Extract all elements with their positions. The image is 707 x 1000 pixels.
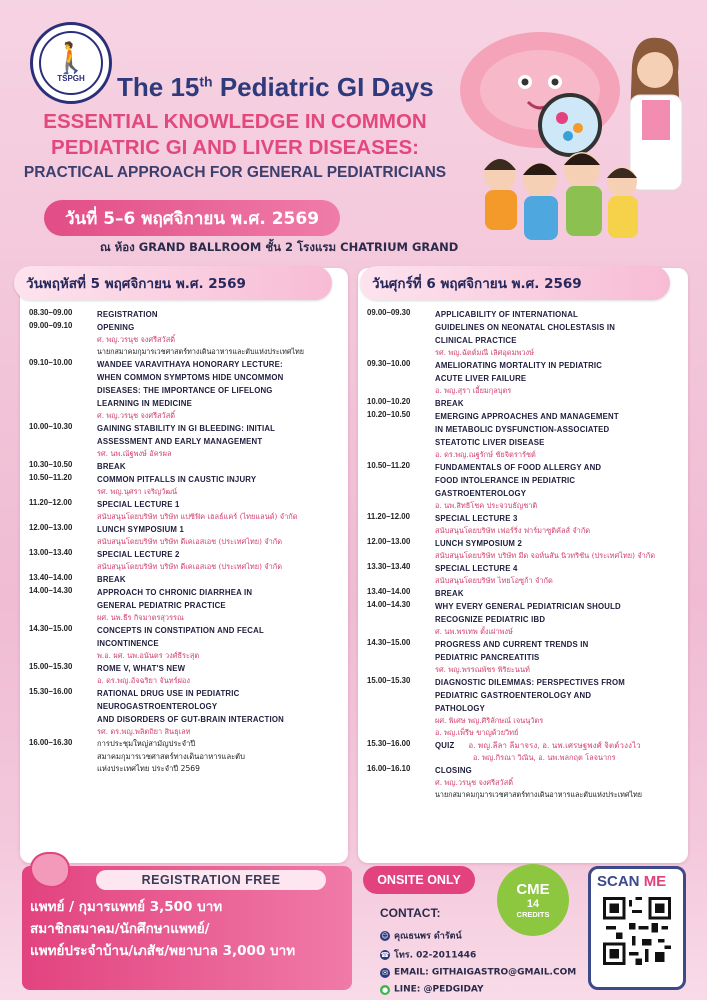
stomach-mascot-icon: [30, 852, 70, 888]
session-title: DIAGNOSTIC DILEMMAS: PERSPECTIVES FROM: [435, 678, 625, 687]
session-speaker: รศ. พญ.ฉัตต์มณี เลิศอุดมพวงษ์: [435, 348, 534, 357]
session-row: [29, 460, 342, 473]
quiz-speakers-2: อ. พญ.กิรณา วิณิน, อ. นพ.พลกฤต โลจนากร: [473, 753, 616, 762]
session-title: ACUTE LIVER FAILURE: [435, 374, 527, 383]
session-title: PATHOLOGY: [435, 704, 486, 713]
session-title: CLOSING: [435, 766, 472, 775]
session-speaker: สนับสนุนโดยบริษัท บริษัท ดีเคเอสเอช (ประเทศไทย) จำกัด: [97, 562, 283, 571]
session-row: [29, 548, 342, 573]
session-speaker: ศ. นพ.พรเทพ ตั้งเผ่าพงษ์: [435, 627, 513, 636]
session-row: [29, 422, 342, 460]
session-title: PROGRESS AND CURRENT TRENDS IN: [435, 640, 589, 649]
session-title: APPLICABILITY OF INTERNATIONAL: [435, 310, 579, 319]
session-time: 10.50–11.20: [29, 473, 72, 482]
session-title: SPECIAL LECTURE 3: [435, 514, 518, 523]
quiz-speakers-1: อ. พญ.ลีลา ลีมาจรง, อ. นพ.เศรษฐพงศ์ จิตต์วงงไว: [468, 741, 641, 750]
session-title: FOOD INTOLERANCE IN PEDIATRIC: [435, 476, 576, 485]
session-title: EMERGING APPROACHES AND MANAGEMENT: [435, 412, 619, 421]
session-row: [367, 512, 682, 537]
session-title-thai: การประชุมใหญ่สามัญประจำปี: [97, 739, 196, 748]
session-speaker: สนับสนุนโดยบริษัท บริษัท แปซิฟิค เฮลธ์แคร์ (ไทยแลนด์) จำกัด: [97, 512, 298, 521]
session-time: 09.00–09.30: [367, 308, 411, 317]
session-title: CLINICAL PRACTICE: [435, 336, 517, 345]
session-speaker: ผศ. พิเศษ พญ.ศิริลักษณ์ เจนนุวัตร: [435, 716, 544, 725]
session-row: [367, 308, 682, 359]
event-title: The 15th Pediatric GI Days: [117, 72, 434, 102]
contact-line: LINE: @PEDGIDAY: [394, 984, 484, 995]
day2-session-list: [367, 308, 682, 801]
session-time: 10.20–10.50: [367, 410, 411, 419]
session-title: AND DISORDERS OF GUT-BRAIN INTERACTION: [97, 715, 284, 724]
session-row: [29, 586, 342, 624]
session-title: COMMON PITFALLS IN CAUSTIC INJURY: [97, 475, 257, 484]
session-title: PEDIATRIC PANCREATITIS: [435, 653, 540, 662]
day1-session-list: [29, 308, 342, 776]
session-row: [29, 473, 342, 498]
contact-name: คุณธนพร ดำรัตน์: [394, 931, 462, 942]
contact-heading: CONTACT:: [380, 906, 441, 920]
session-title: ASSESSMENT AND EARLY MANAGEMENT: [97, 437, 263, 446]
contact-email: EMAIL: GITHAIGASTRO@GMAIL.COM: [394, 967, 577, 978]
session-title: FUNDAMENTALS OF FOOD ALLERGY AND: [435, 463, 602, 472]
contact-phone-row: [380, 944, 476, 963]
session-time: 15.00–15.30: [29, 662, 73, 671]
day1-schedule: [20, 268, 348, 863]
session-row: [29, 498, 342, 523]
session-speaker: ศ. พญ.วรนุช จงศรีสวัสดิ์: [435, 778, 514, 787]
session-title: APPROACH TO CHRONIC DIARRHEA IN: [97, 588, 253, 597]
session-time: 10.00–10.30: [29, 422, 73, 431]
day2-heading: วันศุกร์ที่ 6 พฤศจิกายน พ.ศ. 2569: [360, 266, 670, 300]
subtitle-line-1: ESSENTIAL KNOWLEDGE IN COMMON: [43, 110, 427, 133]
event-venue: ณ ห้อง GRAND BALLROOM ชั้น 2 โรงแรม CHATRIUM GRAND: [100, 240, 459, 254]
session-title: DISEASES: THE IMPORTANCE OF LIFELONG: [97, 386, 273, 395]
session-time: 14.00–14.30: [29, 586, 73, 595]
session-time: 09.10–10.00: [29, 358, 73, 367]
session-title: LUNCH SYMPOSIUM 2: [435, 539, 523, 548]
session-row: [367, 461, 682, 512]
subtitle-line-3: PRACTICAL APPROACH FOR GENERAL PEDIATRICIANS: [23, 164, 447, 181]
session-row: [29, 738, 342, 776]
session-row: [367, 410, 682, 461]
phone-icon: ☎: [380, 950, 390, 959]
session-row: [367, 359, 682, 397]
session-title-thai: สมาคมกุมารเวชศาสตร์ทางเดินอาหารและตับ: [97, 751, 245, 761]
session-row: [29, 523, 342, 548]
session-speaker: ผศ. นพ.ธีร กิจมาตรสุวรรณ: [97, 613, 184, 622]
session-row: [29, 321, 342, 358]
person-icon: ☺: [381, 931, 389, 940]
day1-heading: วันพฤหัสที่ 5 พฤศจิกายน พ.ศ. 2569: [14, 266, 332, 300]
session-title: IN METABOLIC DYSFUNCTION-ASSOCIATED: [435, 425, 610, 434]
cme-value: 14: [526, 898, 540, 910]
session-time: 14.00–14.30: [367, 600, 411, 609]
session-title: ROME V, WHAT'S NEW: [97, 664, 186, 673]
session-note: นายกสมาคมกุมารเวชศาสตร์ทางเดินอาหารและตับแห่งประเทศไทย: [97, 347, 305, 356]
session-speaker: รศ. พญ.พรรณพัชร พิริยะนนท์: [435, 665, 530, 674]
session-speaker: พ.อ. ผศ. นพ.อนันตร วงศ์ธีระสุต: [97, 651, 200, 660]
session-time: 13.30–13.40: [367, 562, 411, 571]
session-time: 12.00–13.00: [367, 537, 411, 546]
session-row: [29, 308, 342, 321]
session-title: NEUROGASTROENTEROLOGY: [97, 702, 218, 711]
session-title: STEATOTIC LIVER DISEASE: [435, 438, 545, 447]
doctor-children-illustration: [430, 10, 702, 260]
line-app-icon: ●: [381, 985, 389, 994]
session-time: 13.00–13.40: [29, 548, 73, 557]
session-time: 14.30–15.00: [367, 638, 411, 647]
fee-line-2: สมาชิกสมาคม/นักศึกษาแพทย์/: [30, 921, 210, 937]
session-time: 11.20–12.00: [367, 512, 410, 521]
session-time: 13.40–14.00: [367, 587, 411, 596]
session-time: 16.00–16.30: [29, 738, 73, 747]
session-time: 11.20–12.00: [29, 498, 72, 507]
session-title: BREAK: [435, 399, 464, 408]
session-title: PEDIATRIC GASTROENTEROLOGY AND: [435, 691, 592, 700]
session-title: LUNCH SYMPOSIUM 1: [97, 525, 185, 534]
session-title: REGISTRATION: [97, 310, 158, 319]
session-time: 15.30–16.00: [29, 687, 73, 696]
session-row: [367, 739, 682, 764]
day2-schedule: [358, 268, 688, 863]
event-date: วันที่ 5–6 พฤศจิกายน พ.ศ. 2569: [44, 200, 340, 236]
child-figure-icon: 🚶: [52, 40, 90, 76]
session-title: SPECIAL LECTURE 2: [97, 550, 180, 559]
session-speaker: สนับสนุนโดยบริษัท เฟอร์ริ่ง ฟาร์มาซูติคัลส์ จำกัด: [435, 526, 591, 535]
session-title: INCONTINENCE: [97, 639, 159, 648]
session-title: AMELIORATING MORTALITY IN PEDIATRIC: [435, 361, 603, 370]
contact-phone: โทร. 02-2011446: [394, 950, 477, 961]
session-title: WHY EVERY GENERAL PEDIATRICIAN SHOULD: [435, 602, 621, 611]
session-row: [367, 764, 682, 801]
session-title: LEARNING IN MEDICINE: [97, 399, 192, 408]
session-note: นายกสมาคมกุมารเวชศาสตร์ทางเดินอาหารและตับแห่งประเทศไทย: [435, 790, 643, 799]
session-row: [29, 662, 342, 687]
session-speaker: อ. พญ.เพ็รีษ ขาญด้วยวิทย์: [435, 728, 519, 737]
session-speaker: สนับสนุนโดยบริษัท ไทยโอซูก้า จำกัด: [435, 576, 553, 585]
session-time: 08.30–09.00: [29, 308, 73, 317]
session-title: CONCEPTS IN CONSTIPATION AND FECAL: [97, 626, 264, 635]
session-title: RATIONAL DRUG USE IN PEDIATRIC: [97, 689, 240, 698]
session-time: 15.30–16.00: [367, 739, 411, 748]
session-speaker: ศ. พญ.วรนุช จงศรีสวัสดิ์: [97, 411, 176, 420]
session-title: GENERAL PEDIATRIC PRACTICE: [97, 601, 226, 610]
session-title: BREAK: [435, 589, 464, 598]
contact-name-row: [380, 925, 462, 944]
registration-heading: REGISTRATION FREE: [96, 870, 326, 890]
scan-qr-panel[interactable]: [588, 866, 686, 990]
logo-abbr: TSPGH: [57, 73, 85, 83]
session-title: SPECIAL LECTURE 1: [97, 500, 180, 509]
session-speaker: รศ. ดร.พญ.พลิตถิยา สินธุเลท: [97, 727, 191, 736]
session-time: 13.40–14.00: [29, 573, 73, 582]
society-logo: [30, 22, 112, 104]
session-row: [367, 562, 682, 587]
session-time: 12.00–13.00: [29, 523, 73, 532]
session-row: [367, 397, 682, 410]
fee-line-3: แพทย์ประจำบ้าน/เภสัช/พยาบาล 3,000 บาท: [30, 943, 296, 959]
session-row: [29, 687, 342, 738]
session-time: 14.30–15.00: [29, 624, 73, 633]
cme-badge: [497, 864, 569, 936]
session-title: BREAK: [97, 462, 126, 471]
session-title: BREAK: [97, 575, 126, 584]
cme-label: CME: [516, 881, 550, 898]
session-speaker: ศ. พญ.วรนุช จงศรีสวัสดิ์: [97, 335, 176, 344]
session-speaker: สนับสนุนโดยบริษัท บริษัท มีด จอห์นสัน นิวทริชัน (ประเทศไทย) จำกัด: [435, 551, 656, 560]
session-title-thai: แห่งประเทศไทย ประจำปี 2569: [97, 764, 200, 773]
quiz-label: QUIZ: [435, 741, 455, 750]
session-row: [367, 676, 682, 739]
registration-fees: [30, 896, 295, 962]
session-row: [367, 537, 682, 562]
session-title: RECOGNIZE PEDIATRIC IBD: [435, 615, 546, 624]
session-title: SPECIAL LECTURE 4: [435, 564, 518, 573]
session-row: [29, 358, 342, 422]
session-time: 09.30–10.00: [367, 359, 411, 368]
fee-line-1: แพทย์ / กุมารแพทย์ 3,500 บาท: [30, 899, 223, 915]
session-speaker: อ. ดร.พญ.ณฐรักษ์ ชัยจิตรารัชต์: [435, 450, 536, 459]
session-row: [367, 638, 682, 676]
contact-line-row: [380, 979, 484, 998]
session-title: GUIDELINES ON NEONATAL CHOLESTASIS IN: [435, 323, 616, 332]
email-icon: ✉: [380, 968, 390, 978]
subtitle-line-2: PEDIATRIC GI AND LIVER DISEASES:: [51, 136, 419, 159]
session-row: [29, 573, 342, 586]
session-title: WHEN COMMON SYMPTOMS HIDE UNCOMMON: [97, 373, 284, 382]
session-speaker: รศ. พญ.นุศรา เจริญวัฒน์: [97, 487, 178, 496]
onsite-only-badge: ONSITE ONLY: [363, 866, 475, 894]
session-row: [367, 600, 682, 638]
session-title: OPENING: [97, 323, 135, 332]
session-time: 10.30–10.50: [29, 460, 73, 469]
session-title: WANDEE VARAVITHAYA HONORARY LECTURE:: [97, 360, 283, 369]
session-time: 10.00–10.20: [367, 397, 411, 406]
session-row: [29, 624, 342, 662]
session-speaker: สนับสนุนโดยบริษัท บริษัท ดีเคเอสเอช (ประเทศไทย) จำกัด: [97, 537, 283, 546]
session-title: GASTROENTEROLOGY: [435, 489, 527, 498]
session-title: GAINING STABILITY IN GI BLEEDING: INITIAL: [97, 424, 276, 433]
session-time: 15.00–15.30: [367, 676, 411, 685]
qr-code-icon[interactable]: [603, 897, 671, 965]
session-speaker: รศ. นพ.ณัฐพงษ์ อัครผล: [97, 449, 172, 458]
scan-me-label: SCAN ME: [597, 873, 667, 890]
session-time: 16.00–16.10: [367, 764, 411, 773]
session-speaker: อ. นพ.สิทธิโชค ประจวบธัญชาติ: [435, 501, 538, 510]
cme-unit: CREDITS: [516, 910, 550, 919]
session-speaker: อ. พญ.สุรา เอี้ยมกุลบุตร: [435, 386, 512, 395]
session-speaker: อ. ดร.พญ.อัจฉริยา จันทร์ผ่อง: [97, 676, 190, 685]
session-time: 10.50–11.20: [367, 461, 410, 470]
session-time: 09.00–09.10: [29, 321, 73, 330]
session-row: [367, 587, 682, 600]
